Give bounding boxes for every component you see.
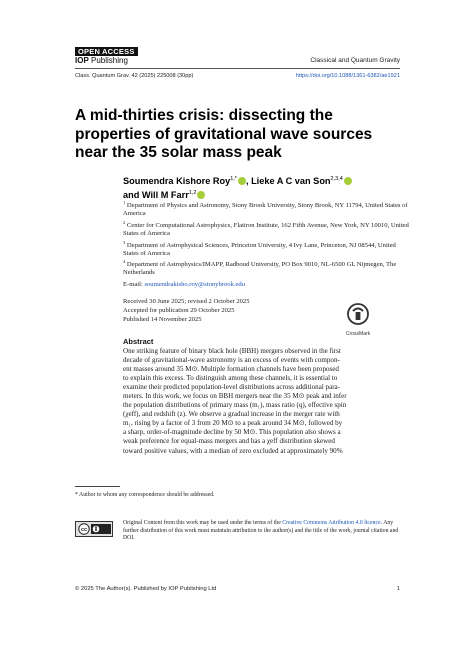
author-name: Will M Farr bbox=[141, 190, 189, 200]
affiliation-item bbox=[123, 219, 413, 239]
abstract-line: (χeff), and redshift (z). We observe a gradual increase in the merger rate with bbox=[123, 410, 340, 419]
license-text-before: Original Content from this work may be used under the terms of the bbox=[123, 520, 283, 526]
journal-name: Classical and Quantum Gravity bbox=[310, 57, 400, 64]
abstract-line: m₁, rising by a factor of 3 from 20 M⊙ to a peak around 34 M⊙, followed by bbox=[123, 419, 343, 428]
orcid-icon[interactable] bbox=[238, 177, 246, 185]
affiliation-number: 3 bbox=[123, 240, 126, 245]
abstract-line: decade of gravitational-wave astronomy is an excess of events with compon- bbox=[123, 356, 340, 365]
abstract-line: toward positive values, with a median of zero excluded at approximately 90% bbox=[123, 446, 343, 455]
page-number: 1 bbox=[396, 586, 400, 592]
journal-citation: Class. Quantum Grav. 42 (2025) 225008 (30pp) bbox=[75, 73, 194, 79]
publisher-logo bbox=[75, 56, 128, 66]
email-link[interactable]: soumendrakisho.roy@stonybrook.edu bbox=[144, 281, 246, 288]
author-name: Lieke A C van Son bbox=[251, 176, 331, 186]
affiliation-item bbox=[123, 258, 413, 278]
header-divider bbox=[75, 68, 400, 69]
doi-link[interactable]: https://doi.org/10.1088/1361-6382/ae1921 bbox=[295, 73, 400, 79]
affiliation-item bbox=[123, 199, 413, 219]
received-date: Received 30 June 2025; revised 2 October 2025 bbox=[123, 298, 250, 305]
abstract-line: examine their predicted population-level distributions across additional para- bbox=[123, 383, 341, 392]
abstract-body bbox=[123, 347, 373, 456]
cc-by-license-icon[interactable] bbox=[75, 521, 113, 537]
author-separator: and bbox=[123, 190, 142, 200]
abstract-line: a sharp, order-of-magnitude decline by 50 M⊙. This population also shows a bbox=[123, 428, 341, 437]
corresponding-email bbox=[123, 281, 245, 289]
accepted-date: Accepted for publication 29 October 2025 bbox=[123, 307, 235, 314]
author-affiliation-sup: 1,2 bbox=[188, 190, 197, 196]
license-text bbox=[123, 520, 400, 543]
author-name: Soumendra Kishore Roy bbox=[123, 176, 231, 186]
crossmark-icon bbox=[347, 303, 369, 325]
author-list bbox=[123, 173, 413, 201]
author-affiliation-sup: 1,* bbox=[230, 176, 237, 182]
orcid-icon[interactable] bbox=[344, 177, 352, 185]
crossmark-badge[interactable] bbox=[345, 303, 371, 337]
abstract-line: to explain this excess. To distinguish among these channels, it is essential to bbox=[123, 374, 338, 383]
open-access-badge: OPEN ACCESS bbox=[75, 47, 138, 56]
crossmark-label: CrossMark bbox=[345, 331, 371, 337]
license-link[interactable]: Creative Commons Attribution 4.0 licence bbox=[282, 520, 381, 526]
license-text-after: . Any further distribution of this work must maintain attribution to the author(s) and the title of the work, journal citation and DOI. bbox=[123, 520, 399, 541]
published-date: Published 14 November 2025 bbox=[123, 316, 202, 323]
abstract-line: the population distributions of primary mass (m₁), mass ratio (q), effective spin bbox=[123, 401, 347, 410]
email-label: E-mail: bbox=[123, 281, 145, 288]
abstract-line: One striking feature of binary black hole (BBH) mergers observed in the first bbox=[123, 347, 341, 355]
abstract-line: ent masses around 35 M⊙. Multiple formation channels have been proposed bbox=[123, 365, 339, 374]
publisher-name-bold: IOP bbox=[75, 56, 89, 65]
abstract-line: meters. In this work, we focus on BBH mergers near the 35 M⊙ peak and infer bbox=[123, 392, 347, 401]
affiliation-text: Department of Astrophysics/IMAPP, Radboud University, PO Box 9010, NL-6500 GL Nijmegen, The Netherlands bbox=[123, 261, 397, 277]
affiliation-number: 1 bbox=[123, 200, 126, 205]
svg-text:cc: cc bbox=[80, 527, 88, 534]
author-affiliation-sup: 2,3,4 bbox=[330, 176, 343, 182]
footnote: * Author to whom any correspondence should be addressed. bbox=[75, 492, 215, 498]
article-title: A mid-thirties crisis: dissecting the properties of gravitational wave sources near the 35 solar mass peak bbox=[75, 107, 373, 161]
affiliation-number: 2 bbox=[123, 220, 126, 225]
cc-icon bbox=[76, 522, 112, 536]
affiliation-text: Center for Computational Astrophysics, Flatiron Institute, 162 Fifth Avenue, New York, NY 10010, United States of America bbox=[123, 222, 409, 238]
abstract-heading: Abstract bbox=[123, 337, 154, 346]
author-separator: , bbox=[245, 176, 252, 186]
footnote-rule bbox=[75, 486, 120, 487]
orcid-icon[interactable] bbox=[197, 191, 205, 199]
copyright-notice: © 2025 The Author(s). Published by IOP Publishing Ltd bbox=[75, 586, 217, 592]
affiliation-item bbox=[123, 239, 413, 259]
affiliation-text: Department of Physics and Astronomy, Stony Brook University, Stony Brook, NY 11794, United States of America bbox=[123, 202, 408, 218]
affiliation-number: 4 bbox=[123, 259, 126, 264]
affiliation-text: Department of Astrophysical Sciences, Princeton University, 4 Ivy Lane, Princeton, NJ 08544, United States of America bbox=[123, 242, 396, 258]
publisher-name-rest: Publishing bbox=[88, 56, 128, 65]
abstract-line: weak preference for equal-mass mergers and has a χeff distribution skewed bbox=[123, 437, 335, 446]
